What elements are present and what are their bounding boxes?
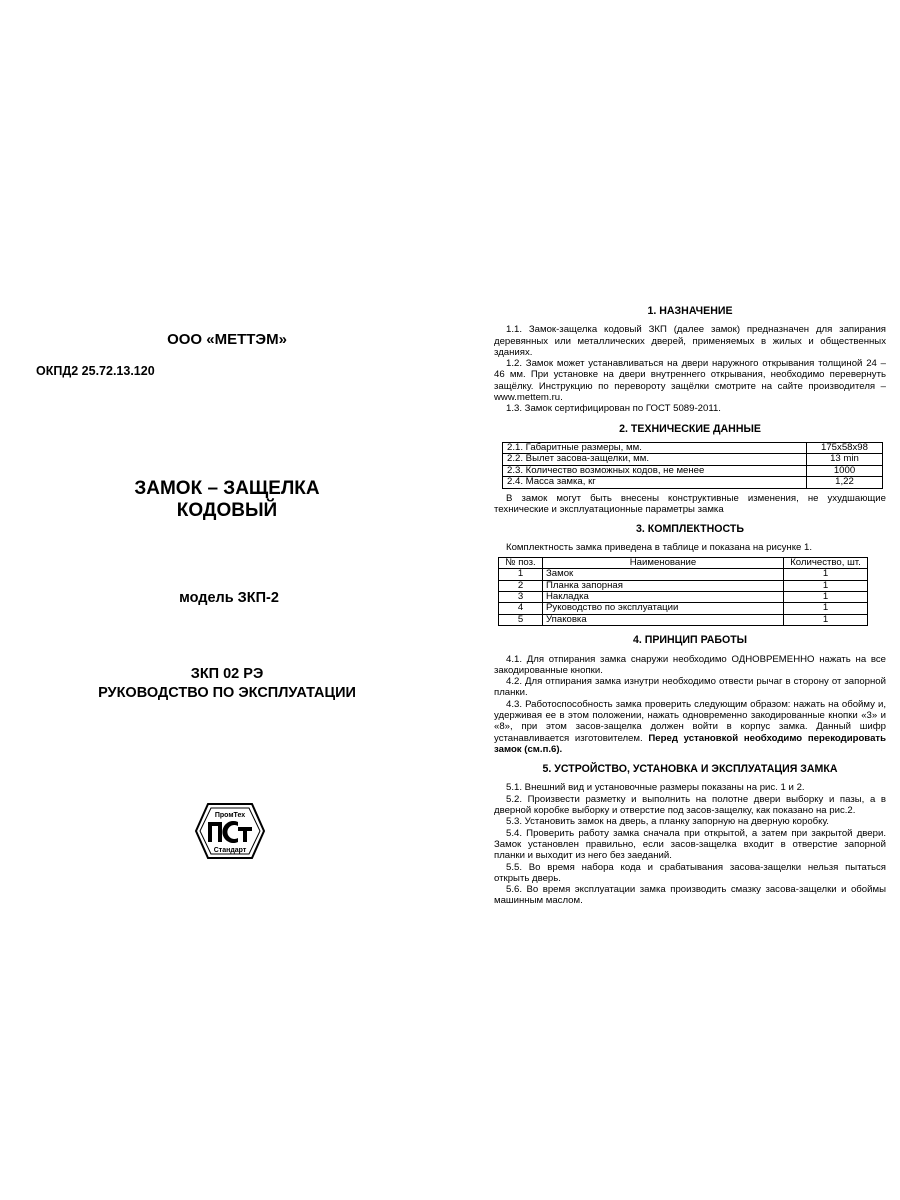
svg-text:ПромТех: ПромТех [214, 812, 246, 819]
section-5-title: 5. УСТРОЙСТВО, УСТАНОВКА И ЭКСПЛУАТАЦИЯ ЗАМКА [542, 763, 838, 776]
kit-qty: 1 [784, 580, 868, 591]
tech-value: 1,22 [807, 477, 883, 488]
kit-pos: 5 [499, 614, 543, 625]
para-4-1: 4.1. Для отпирания замка снаружи необходимо ОДНОВРЕМЕННО нажать на все закодированные кнопки. [494, 653, 886, 676]
column-header: Наименование [543, 557, 784, 568]
kit-item: Замок [543, 569, 784, 580]
para-1-2: 1.2. Замок может устанавливаться на двери наружного открывания толщиной 24 – 46 мм. При установке на двери внутреннего открывания, необходимо перевернуть защёлку. Инструкцию по перевороту защёлки смотрите на сайте производителя – www.mettem.ru. [494, 358, 886, 404]
table-header-row [499, 557, 868, 568]
section-3-title: 3. КОМПЛЕКТНОСТЬ [636, 523, 744, 536]
tech-note: В замок могут быть внесены конструктивные изменения, не ухудшающие технические и эксплуатационные параметры замка [494, 492, 886, 515]
tech-data-table [502, 442, 883, 489]
para-5-5: 5.5. Во время набора кода и срабатывания засова-защелки нельзя пытаться открыть дверь. [494, 861, 886, 884]
para-5-3: 5.3. Установить замок на дверь, а планку запорную на дверную коробку. [506, 816, 829, 828]
table-row [499, 569, 868, 580]
column-header: Количество, шт. [784, 557, 868, 568]
para-1-3: 1.3. Замок сертифицирован по ГОСТ 5089-2011. [506, 403, 721, 415]
kit-pos: 3 [499, 592, 543, 603]
product-title-line2: КОДОВЫЙ [176, 500, 278, 521]
para-4-2: 4.2. Для отпирания замка изнутри необходимо отвести рычаг в сторону от запорной планки. [494, 676, 886, 699]
svg-text:Стандарт: Стандарт [213, 847, 247, 854]
kit-table [498, 557, 868, 626]
para-4-3-text: 4.3. Работоспособность замка проверить следующим образом: нажать на обойму и, удерживая ее в этом положении, нажать одновременно закодированные кнопки «3» и «8», при этом засов-защелка должен войти в корпус замка. Данный шифр устанавливается изготовителем. [494, 698, 886, 744]
tech-label: 2.3. Количество возможных кодов, не менее [503, 465, 807, 476]
company-name: ООО «МЕТТЭМ» [167, 331, 287, 348]
table-row [499, 614, 868, 625]
table-row [503, 442, 883, 453]
para-5-2: 5.2. Произвести разметку и выполнить на полотне двери выборку и пазы, а в дверной коробке выборку и отверстие под засов-защелку, как показано на рис.2. [494, 793, 886, 817]
model-name: модель ЗКП-2 [179, 590, 279, 606]
kit-pos: 2 [499, 580, 543, 591]
kit-qty: 1 [784, 614, 868, 625]
product-title-line1: ЗАМОК – ЗАЩЕЛКА [134, 478, 320, 499]
para-1-1: 1.1. Замок-защелка кодовый ЗКП (далее замок) предназначен для запирания деревянных или металлических дверей, применяемых в жилых и общественных зданиях. [494, 324, 886, 358]
promtech-standard-logo [194, 802, 266, 860]
para-4-3 [494, 699, 886, 755]
document-name: РУКОВОДСТВО ПО ЭКСПЛУАТАЦИИ [98, 685, 356, 701]
kit-qty: 1 [784, 592, 868, 603]
kit-pos: 4 [499, 603, 543, 614]
kit-qty: 1 [784, 603, 868, 614]
column-header: № поз. [499, 557, 543, 568]
kit-item: Руководство по эксплуатации [543, 603, 784, 614]
tech-label: 2.4. Масса замка, кг [503, 477, 807, 488]
section-4-title: 4. ПРИНЦИП РАБОТЫ [632, 634, 748, 647]
document-code: ЗКП 02 РЭ [190, 666, 264, 682]
section-2-title: 2. ТЕХНИЧЕСКИЕ ДАННЫЕ [619, 422, 761, 435]
content-page [494, 306, 886, 907]
kit-item: Накладка [543, 592, 784, 603]
para-4-3-bold: Перед установкой необходимо перекодировать замок (см.п.6). [494, 732, 887, 755]
para-5-1: 5.1. Внешний вид и установочные размеры показаны на рис. 1 и 2. [506, 782, 805, 794]
para-5-6: 5.6. Во время эксплуатации замка производить смазку засова-защелки и обоймы машинным маслом. [494, 884, 886, 907]
table-row [503, 477, 883, 488]
kit-intro: Комплектность замка приведена в таблице и показана на рисунке 1. [506, 542, 813, 554]
okpd-code: ОКПД2 25.72.13.120 [36, 364, 155, 378]
table-row [499, 580, 868, 591]
tech-value: 13 min [807, 454, 883, 465]
table-row [499, 592, 868, 603]
document-code-block [0, 665, 454, 703]
tech-label: 2.1. Габаритные размеры, мм. [503, 442, 807, 453]
para-5-4: 5.4. Проверить работу замка сначала при открытой, а затем при закрытой двери. Замок установлен правильно, если засов-защелка входит в отверстие запорной планки и выходит из него без заеданий. [494, 827, 886, 862]
table-row [499, 603, 868, 614]
table-row [503, 465, 883, 476]
kit-item: Планка запорная [543, 580, 784, 591]
table-row [503, 454, 883, 465]
product-title [0, 478, 454, 522]
section-1-title: 1. НАЗНАЧЕНИЕ [647, 305, 733, 317]
kit-pos: 1 [499, 569, 543, 580]
tech-label: 2.2. Вылет засова-защелки, мм. [503, 454, 807, 465]
kit-item: Упаковка [543, 614, 784, 625]
tech-value: 1000 [807, 465, 883, 476]
kit-qty: 1 [784, 569, 868, 580]
tech-value: 175х58х98 [807, 442, 883, 453]
